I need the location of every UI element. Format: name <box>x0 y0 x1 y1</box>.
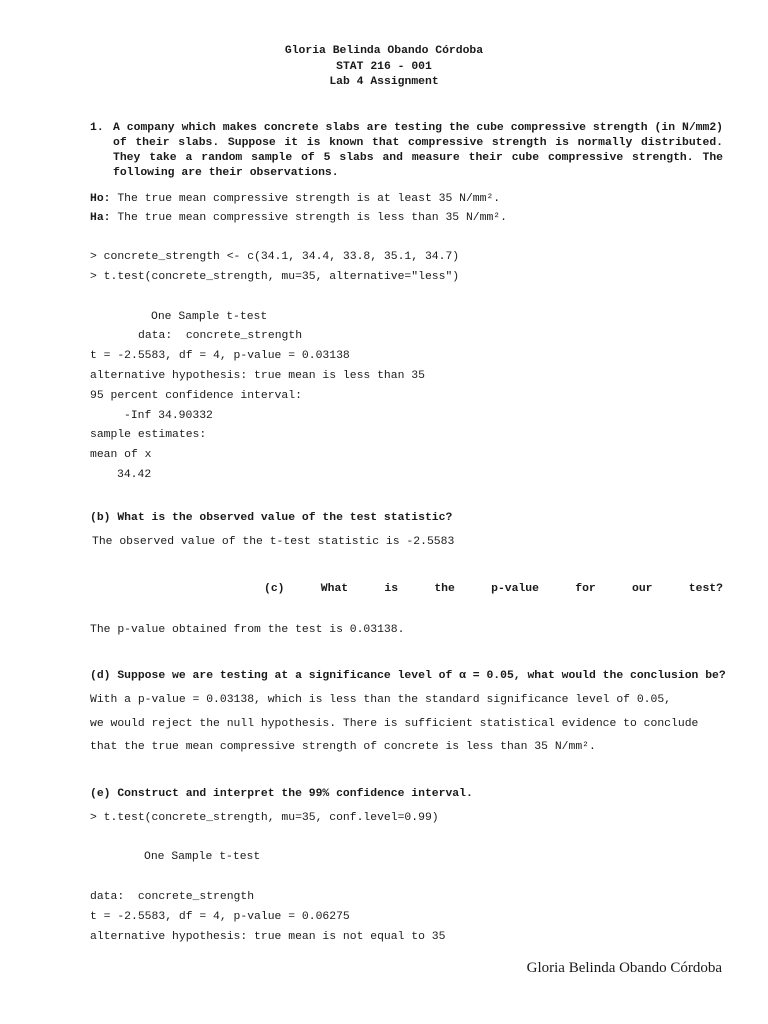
part-c-word: p-value <box>491 583 539 595</box>
output-estimate-label: sample estimates: <box>90 429 207 441</box>
part-e-code: > t.test(concrete_strength, mu=35, conf.level=0.99) <box>90 812 439 824</box>
null-hypothesis-label: Ho: <box>90 193 111 205</box>
output-statistic: t = -2.5583, df = 4, p-value = 0.03138 <box>90 350 350 362</box>
footer-author: Gloria Belinda Obando Córdoba <box>526 960 722 976</box>
part-c-question <box>264 583 723 595</box>
course-code: STAT 216 - 001 <box>336 61 432 73</box>
part-c-word: for <box>575 583 596 595</box>
part-e-output-title: One Sample t-test <box>144 851 261 863</box>
alternative-hypothesis <box>90 212 507 224</box>
part-e-question: (e) Construct and interpret the 99% confidence interval. <box>90 788 473 800</box>
part-d-answer-line: we would reject the null hypothesis. There is sufficient statistical evidence to conclude <box>90 718 699 730</box>
part-c-word: our <box>632 583 653 595</box>
part-c-word: the <box>434 583 455 595</box>
part-b-answer: The observed value of the t-test statistic is -2.5583 <box>92 536 455 548</box>
output-estimate-name: mean of x <box>90 449 152 461</box>
null-hypothesis <box>90 193 500 205</box>
part-d-question: (d) Suppose we are testing at a significance level of α = 0.05, what would the conclusion be? <box>90 670 726 682</box>
output-ci-value: -Inf 34.90332 <box>124 410 213 422</box>
part-e-output-statistic: t = -2.5583, df = 4, p-value = 0.06275 <box>90 911 350 923</box>
code-line: > t.test(concrete_strength, mu=35, alternative="less") <box>90 271 460 283</box>
output-estimate-value: 34.42 <box>117 469 152 481</box>
alternative-hypothesis-text: The true mean compressive strength is less than 35 N/mm². <box>110 212 507 224</box>
part-c-word: (c) <box>264 583 285 595</box>
null-hypothesis-text: The true mean compressive strength is at least 35 N/mm². <box>110 193 501 205</box>
output-ci-label: 95 percent confidence interval: <box>90 390 302 402</box>
question-1 <box>90 121 723 181</box>
part-c-word: What <box>320 583 349 595</box>
part-c-word: is <box>384 583 399 595</box>
assignment-title: Lab 4 Assignment <box>329 76 439 88</box>
part-b-question: (b) What is the observed value of the test statistic? <box>90 512 453 524</box>
part-d-answer-line: With a p-value = 0.03138, which is less than the standard significance level of 0.05, <box>90 694 672 706</box>
part-e-output-alternative: alternative hypothesis: true mean is not equal to 35 <box>90 931 446 943</box>
alternative-hypothesis-label: Ha: <box>90 212 111 224</box>
part-e-output-data: data: concrete_strength <box>90 891 255 903</box>
question-text: A company which makes concrete slabs are testing the cube compressive strength (in N/mm2) of their slabs. Suppose it is known that compressive strength is normally distributed. They take a random sample of 5 slabs and measure their cube compressive strength. The following are their observations. <box>113 122 723 179</box>
part-c-answer: The p-value obtained from the test is 0.03138. <box>90 624 405 636</box>
question-number: 1. <box>90 122 104 134</box>
output-data: data: concrete_strength <box>138 330 303 342</box>
part-c-word: test? <box>688 583 723 595</box>
code-line: > concrete_strength <- c(34.1, 34.4, 33.8, 35.1, 34.7) <box>90 251 460 263</box>
output-alternative: alternative hypothesis: true mean is less than 35 <box>90 370 425 382</box>
output-title: One Sample t-test <box>151 311 268 323</box>
part-d-answer-line: that the true mean compressive strength of concrete is less than 35 N/mm². <box>90 741 596 753</box>
author-name: Gloria Belinda Obando Córdoba <box>284 45 484 57</box>
